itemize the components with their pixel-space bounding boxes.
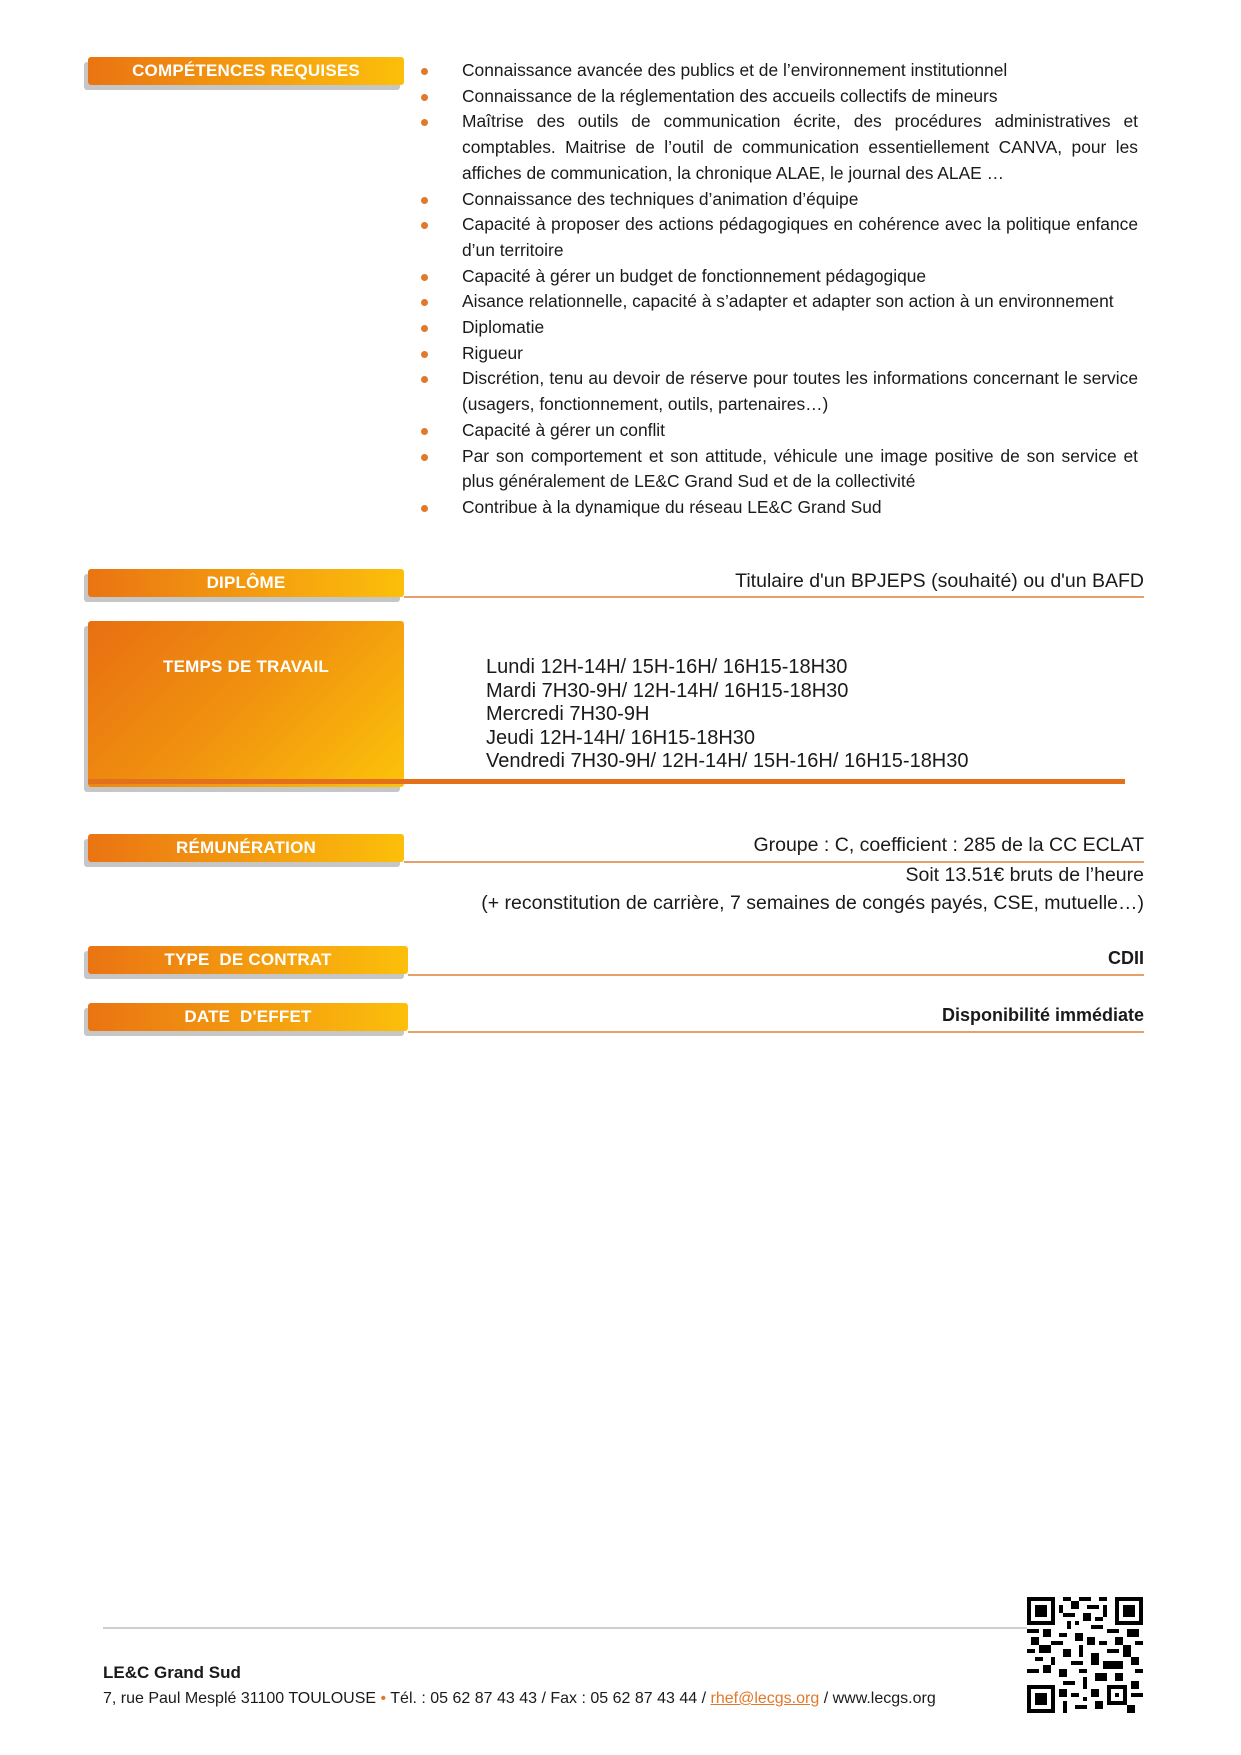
- divider: [404, 861, 1144, 863]
- section-label: DIPLÔME: [206, 573, 286, 592]
- bullet-icon: [421, 299, 428, 306]
- section-header-remuneration: [88, 834, 404, 862]
- list-item: Capacité à gérer un budget de fonctionnement pédagogique: [420, 264, 1138, 290]
- list-item: Aisance relationnelle, capacité à s’adapter et adapter son action à un environnement: [420, 289, 1138, 315]
- section-label: TYPE DE CONTRAT: [164, 950, 332, 969]
- start-date-value: Disponibilité immédiate: [941, 1005, 1144, 1025]
- bullet-icon: [421, 376, 428, 383]
- bullet-icon: [421, 119, 428, 126]
- qr-code-icon: [1026, 1597, 1144, 1713]
- section-header-date-effet: [88, 1003, 408, 1031]
- bullet-icon: [421, 351, 428, 358]
- footer-contact: [103, 1690, 936, 1708]
- bullet-icon: [421, 68, 428, 75]
- list-item: Discrétion, tenu au devoir de réserve pour toutes les informations concernant le service (usagers, fonctionnement, outils, partenaires…): [420, 366, 1138, 417]
- list-item: Connaissance des techniques d’animation d’équipe: [420, 187, 1138, 213]
- list-item: Connaissance de la réglementation des accueils collectifs de mineurs: [420, 84, 1138, 110]
- footer-divider: [103, 1627, 1143, 1629]
- bullet-icon: [421, 222, 428, 229]
- list-item: Diplomatie: [420, 315, 1138, 341]
- divider: [408, 974, 1144, 976]
- schedule-line: Mardi 7H30-9H/ 12H-14H/ 16H15-18H30: [486, 679, 849, 702]
- schedule-line: Lundi 12H-14H/ 15H-16H/ 16H15-18H30: [486, 656, 848, 678]
- separator-dot-icon: •: [380, 1690, 387, 1707]
- divider-thick: [88, 779, 1125, 784]
- section-label: RÉMUNÉRATION: [176, 838, 316, 857]
- schedule-line: Vendredi 7H30-9H/ 12H-14H/ 15H-16H/ 16H15-18H30: [486, 750, 969, 772]
- list-item: Capacité à gérer un conflit: [420, 418, 1138, 444]
- schedule-line: Mercredi 7H30-9H: [486, 703, 650, 725]
- section-header-diplome: [88, 569, 404, 597]
- section-label: DATE D'EFFET: [184, 1007, 312, 1026]
- schedule: [486, 656, 969, 774]
- bullet-icon: [421, 325, 428, 332]
- list-item: Connaissance avancée des publics et de l’environnement institutionnel: [420, 58, 1138, 84]
- list-item: Capacité à proposer des actions pédagogiques en cohérence avec la politique enfance d’un territoire: [420, 212, 1138, 263]
- diplome-value: Titulaire d'un BPJEPS (souhaité) ou d'un BAFD: [735, 570, 1144, 592]
- list-item: Rigueur: [420, 341, 1138, 367]
- section-label: COMPÉTENCES REQUISES: [132, 61, 360, 80]
- bullet-icon: [421, 197, 428, 204]
- footer-phone-fax: Tél. : 05 62 87 43 43 / Fax : 05 62 87 43 44 /: [390, 1690, 707, 1707]
- bullet-icon: [421, 94, 428, 101]
- bullet-icon: [421, 274, 428, 281]
- bullet-icon: [421, 505, 428, 512]
- list-item: Maîtrise des outils de communication écrite, des procédures administratives et comptables. Maitrise de l’outil de communication essentiellement CANVA, pour les affiches de communication, la chronique ALAE, le journal des ALAE …: [420, 109, 1138, 186]
- remuneration-line-1: Groupe : C, coefficient : 285 de la CC ECLAT: [753, 834, 1144, 856]
- competences-list: [420, 58, 1138, 521]
- list-item: Par son comportement et son attitude, véhicule une image positive de son service et plus généralement de LE&C Grand Sud et de la collectivité: [420, 444, 1138, 495]
- divider: [404, 596, 1144, 598]
- contract-type-value: CDII: [1108, 948, 1144, 968]
- list-item: Contribue à la dynamique du réseau LE&C Grand Sud: [420, 495, 1138, 521]
- divider: [408, 1031, 1144, 1033]
- bullet-icon: [421, 428, 428, 435]
- bullet-icon: [421, 454, 428, 461]
- schedule-line: Jeudi 12H-14H/ 16H15-18H30: [486, 726, 756, 749]
- footer-email-link[interactable]: rhef@lecgs.org: [710, 1690, 820, 1707]
- footer-address: 7, rue Paul Mesplé 31100 TOULOUSE: [103, 1690, 377, 1707]
- section-header-type-de-contrat: [88, 946, 408, 974]
- footer-org-name: LE&C Grand Sud: [103, 1663, 241, 1682]
- section-header-temps-de-travail: [88, 621, 404, 787]
- remuneration-line-2: Soit 13.51€ bruts de l’heure: [905, 864, 1144, 886]
- section-header-competences: [88, 57, 404, 85]
- remuneration-line-3: (+ reconstitution de carrière, 7 semaines de congés payés, CSE, mutuelle…): [481, 892, 1144, 914]
- section-label: TEMPS DE TRAVAIL: [163, 657, 329, 676]
- footer-website: / www.lecgs.org: [823, 1690, 936, 1707]
